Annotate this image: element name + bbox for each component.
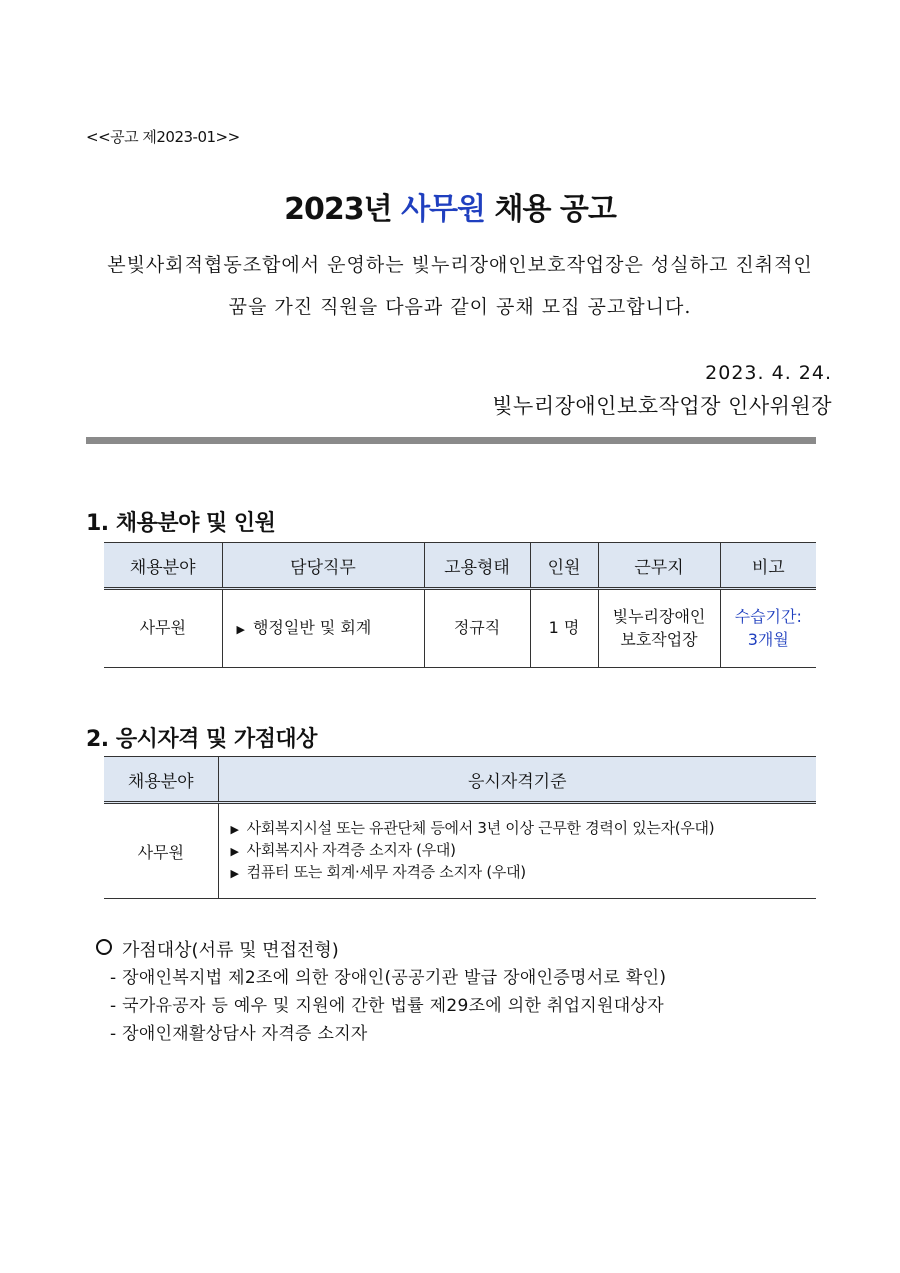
list-item: - 국가유공자 등 예우 및 지원에 간한 법률 제29조에 의한 취업지원대상자: [110, 996, 664, 1016]
intro-line-1: 본빛사회적협동조합에서 운영하는 빛누리장애인보호작업장은 성실하고 진취적인: [107, 254, 813, 276]
list-item: - 장애인재활상담사 자격증 소지자: [110, 1024, 368, 1044]
headcount-cell: 1 명: [530, 589, 598, 668]
list-item: - 장애인복지법 제2조에 의한 장애인(공공기관 발급 장애인증명서로 확인): [110, 968, 667, 988]
intro-line-2: 꿈을 가진 직원을 다음과 같이 공채 모집 공고합니다.: [228, 296, 692, 318]
triangle-bullet-icon: ▶: [230, 823, 239, 837]
bonus-list: [110, 964, 666, 1048]
page-title: [0, 184, 900, 228]
title-year: 2023년: [284, 192, 392, 227]
header-cell: 비고: [720, 543, 816, 589]
duty-text: 행정일반 및 회계: [252, 618, 372, 638]
criteria-cell: [218, 803, 816, 899]
notice-number: <<공고 제2023-01>>: [86, 128, 240, 146]
header-cell: 근무지: [598, 543, 720, 589]
table-header-row: [104, 757, 816, 803]
duty-cell: [222, 589, 424, 668]
recruitment-table: [104, 542, 816, 668]
announcement-date: 2023. 4. 24.: [705, 362, 832, 384]
location-line-2: 보호작업장: [620, 629, 698, 649]
employment-type-cell: 정규직: [424, 589, 530, 668]
header-cell: 채용분야: [104, 757, 218, 803]
header-cell: 고용형태: [424, 543, 530, 589]
title-highlight: 사무원: [401, 192, 486, 227]
header-cell: 응시자격기준: [218, 757, 816, 803]
divider: [86, 437, 816, 444]
table-header-row: [104, 543, 816, 589]
triangle-bullet-icon: ▶: [236, 623, 245, 637]
table-row: [104, 803, 816, 899]
criteria-item: [231, 862, 816, 884]
table-row: [104, 589, 816, 668]
note-line-1: 수습기간:: [734, 607, 802, 627]
triangle-bullet-icon: ▶: [230, 845, 239, 859]
section-heading-recruitment: 1. 채용분야 및 인원: [86, 511, 276, 536]
header-cell: 채용분야: [104, 543, 222, 589]
header-cell: 인원: [530, 543, 598, 589]
circle-bullet-icon: [96, 939, 112, 955]
criteria-text: 컴퓨터 또는 회계·세무 자격증 소지자 (우대): [246, 862, 526, 881]
bonus-heading-text: 가점대상(서류 및 면접전형): [122, 940, 339, 961]
note-cell: [720, 589, 816, 668]
bonus-heading: [96, 936, 339, 962]
field-cell: 사무원: [104, 589, 222, 668]
field-cell: 사무원: [104, 803, 218, 899]
criteria-text: 사회복지사 자격증 소지자 (우대): [246, 841, 456, 860]
note-line-2: 3개월: [747, 629, 789, 649]
issuer: 빛누리장애인보호작업장 인사위원장: [492, 394, 832, 418]
location-line-1: 빛누리장애인: [612, 607, 706, 627]
criteria-item: [231, 840, 816, 862]
header-cell: 담당직무: [222, 543, 424, 589]
title-rest: 채용 공고: [494, 192, 616, 227]
qualification-table: [104, 756, 816, 899]
location-cell: [598, 589, 720, 668]
criteria-item: [231, 818, 816, 840]
triangle-bullet-icon: ▶: [230, 866, 239, 880]
section-heading-qualifications: 2. 응시자격 및 가점대상: [86, 727, 317, 752]
criteria-text: 사회복지시설 또는 유관단체 등에서 3년 이상 근무한 경력이 있는자(우대): [246, 819, 715, 838]
